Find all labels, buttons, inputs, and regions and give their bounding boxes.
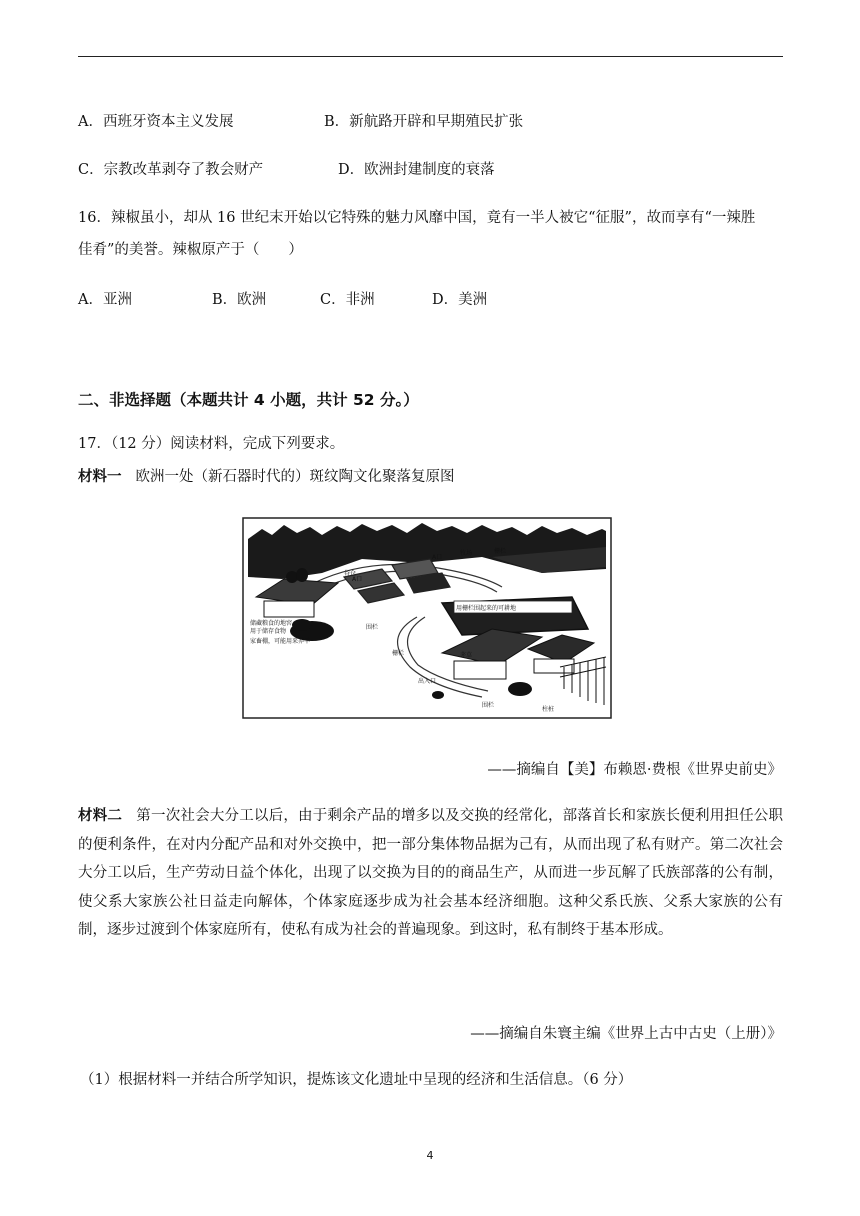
figure-label: A口	[432, 554, 443, 561]
figure-label: 栅栏	[392, 650, 405, 657]
q16-option-b: B．欧洲	[212, 292, 267, 308]
figure-label: 出入口	[418, 678, 437, 685]
q15-option-c: C．宗教改革剥夺了教会财产	[78, 162, 264, 178]
q16-stem-line2: 佳肴”的美誉。辣椒原产于（ ）	[78, 242, 303, 258]
material1-title: 欧洲一处（新石器时代的）斑纹陶文化聚落复原图	[135, 469, 455, 485]
q15-option-b: B．新航路开辟和早期殖民扩张	[324, 114, 524, 130]
figure-label: 柱桩	[542, 706, 555, 713]
figure-label: 围栏	[366, 624, 379, 631]
material1-label: 材料一	[78, 469, 122, 485]
page-number: 4	[426, 1149, 434, 1162]
figure-label: 家畜棚，可能用来养羊	[250, 638, 311, 645]
q16-option-a: A．亚洲	[78, 292, 132, 308]
material1-source: ——摘编自【美】布赖恩·费根《世界史前史》	[487, 762, 782, 778]
figure-label: 栅栏	[494, 548, 507, 555]
material2-text: 第一次社会大分工以后，由于剩余产品的增多以及交换的经常化，部落首长和家族长便利用担任公职的便利条件，在对内分配产品和对外交换中，把一部分集体物品据为己有，从而出现了私有财产。第二次社会大分工以后，生产劳动日益个体化，出现了以交换为目的的商品生产，从而进一步瓦解了氏族部落的公有制，使父系大家族公社日益走向解体，个体家庭逐步成为社会基本经济细胞。这种父系氏族、父系大家族的公有制，逐步过渡到个体家庭所有，使私有成为社会的普遍现象。到这时，私有制终于基本形成。	[78, 808, 783, 939]
figure-label: 储藏粮食的地窖	[250, 620, 293, 627]
q16-stem-line1: 16．辣椒虽小，却从 16 世纪末开始以它特殊的魅力风靡中国，竟有一半人被它“征服”，故而享有“一辣胜	[78, 210, 756, 226]
header-rule	[78, 56, 783, 57]
q15-option-d: D．欧洲封建制度的衰落	[338, 162, 495, 178]
q17-subquestion-1: （1）根据材料一并结合所学知识，提炼该文化遗址中呈现的经济和生活信息。（6 分）	[80, 1072, 633, 1088]
figure-label: 牧场	[460, 550, 473, 557]
q17-intro: 17．（12 分）阅读材料，完成下列要求。	[78, 436, 345, 452]
settlement-illustration	[242, 517, 612, 719]
q15-option-a: A．西班牙资本主义发展	[78, 114, 234, 130]
q16-option-d: D．美洲	[432, 292, 488, 308]
figure-label: 茅草	[460, 652, 473, 659]
material2-source: ——摘编自朱寰主编《世界上古中古史（上册）》	[470, 1026, 782, 1042]
material2-label: 材料二	[78, 808, 123, 824]
figure-label: A口	[352, 576, 363, 583]
section-heading: 二、非选择题（本题共计 4 小题，共计 52 分。）	[78, 391, 419, 409]
figure-label: 谷仓	[344, 570, 357, 577]
material1-header	[78, 467, 455, 487]
q16-option-c: C．非洲	[320, 292, 375, 308]
figure-label: 用栅栏围起来的可耕地	[456, 605, 517, 612]
material2-paragraph	[78, 802, 783, 945]
figure-label: 用于储存食物	[250, 628, 287, 635]
figure-label: A墓葬	[512, 688, 529, 695]
figure-label: 围栏	[482, 702, 495, 709]
